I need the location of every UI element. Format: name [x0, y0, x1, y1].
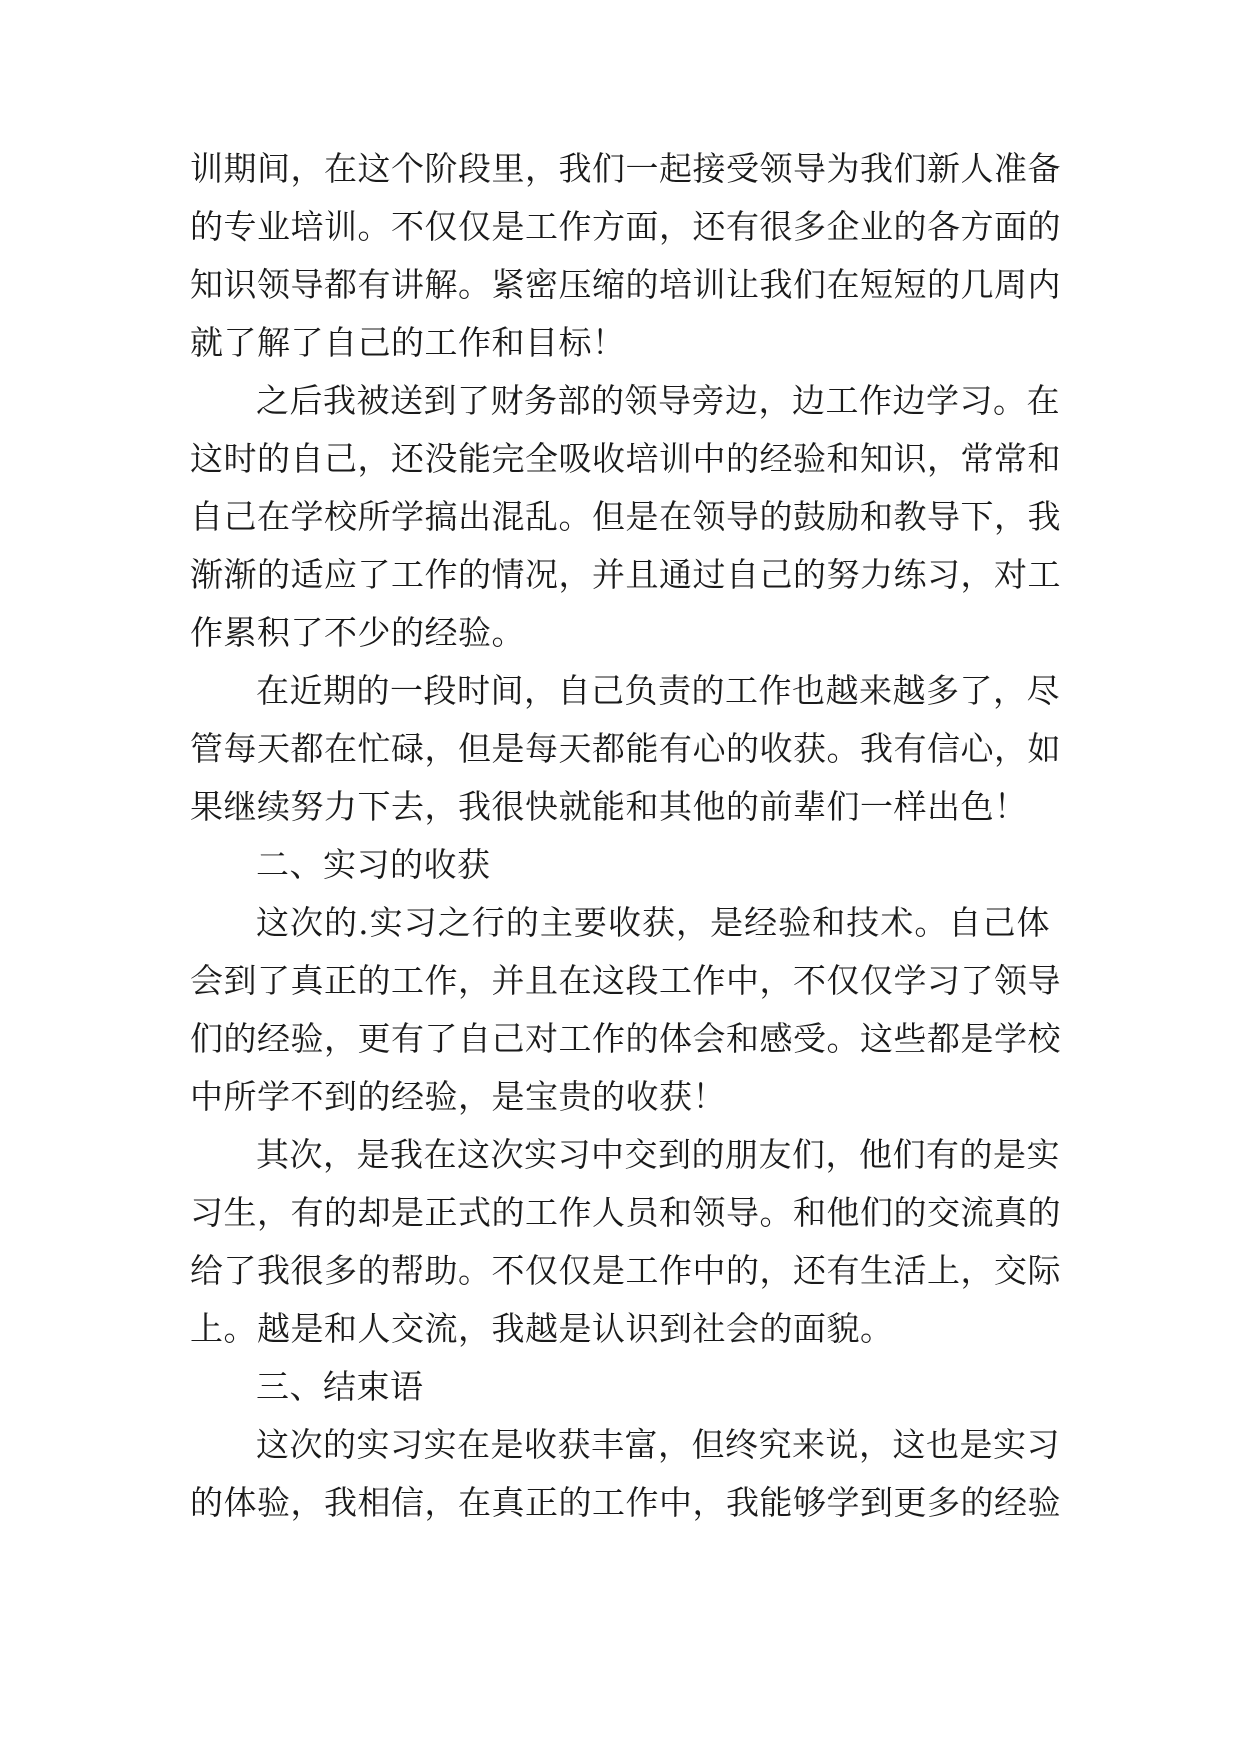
text-line: 就了解了自己的工作和目标！	[190, 323, 626, 362]
section-heading: 二、实习的收获	[256, 845, 491, 884]
text-line: 在近期的一段时间，自己负责的工作也越来越多了，尽	[256, 671, 1060, 710]
text-line: 这次的实习实在是收获丰富，但终究来说，这也是实习	[256, 1425, 1060, 1464]
text-line: 其次，是我在这次实习中交到的朋友们，他们有的是实	[256, 1135, 1060, 1174]
section-heading: 三、结束语	[256, 1367, 424, 1406]
text-line: 知识领导都有讲解。紧密压缩的培训让我们在短短的几周内	[190, 265, 1061, 304]
text-line: 会到了真正的工作，并且在这段工作中，不仅仅学习了领导	[190, 961, 1061, 1000]
text-line: 中所学不到的经验，是宝贵的收获！	[190, 1077, 726, 1116]
text-line: 习生，有的却是正式的工作人员和领导。和他们的交流真的	[190, 1193, 1061, 1232]
text-line: 这时的自己，还没能完全吸收培训中的经验和知识，常常和	[190, 439, 1061, 478]
text-line: 自己在学校所学搞出混乱。但是在领导的鼓励和教导下，我	[190, 497, 1061, 536]
text-line: 作累积了不少的经验。	[190, 613, 525, 652]
text-line: 给了我很多的帮助。不仅仅是工作中的，还有生活上，交际	[190, 1251, 1061, 1290]
text-line: 渐渐的适应了工作的情况，并且通过自己的努力练习，对工	[190, 555, 1061, 594]
text-line: 果继续努力下去，我很快就能和其他的前辈们一样出色！	[190, 787, 1028, 826]
text-line: 管每天都在忙碌，但是每天都能有心的收获。我有信心，如	[190, 729, 1061, 768]
text-line: 上。越是和人交流，我越是认识到社会的面貌。	[190, 1309, 894, 1348]
text-line: 这次的.实习之行的主要收获，是经验和技术。自己体	[256, 903, 1050, 942]
text-line: 训期间，在这个阶段里，我们一起接受领导为我们新人准备	[190, 149, 1061, 188]
text-line: 们的经验，更有了自己对工作的体会和感受。这些都是学校	[190, 1019, 1061, 1058]
text-line: 的专业培训。不仅仅是工作方面，还有很多企业的各方面的	[190, 207, 1061, 246]
document-body	[190, 140, 1061, 1532]
text-line: 的体验，我相信，在真正的工作中，我能够学到更多的经验	[190, 1483, 1061, 1522]
text-line: 之后我被送到了财务部的领导旁边，边工作边学习。在	[256, 381, 1060, 420]
